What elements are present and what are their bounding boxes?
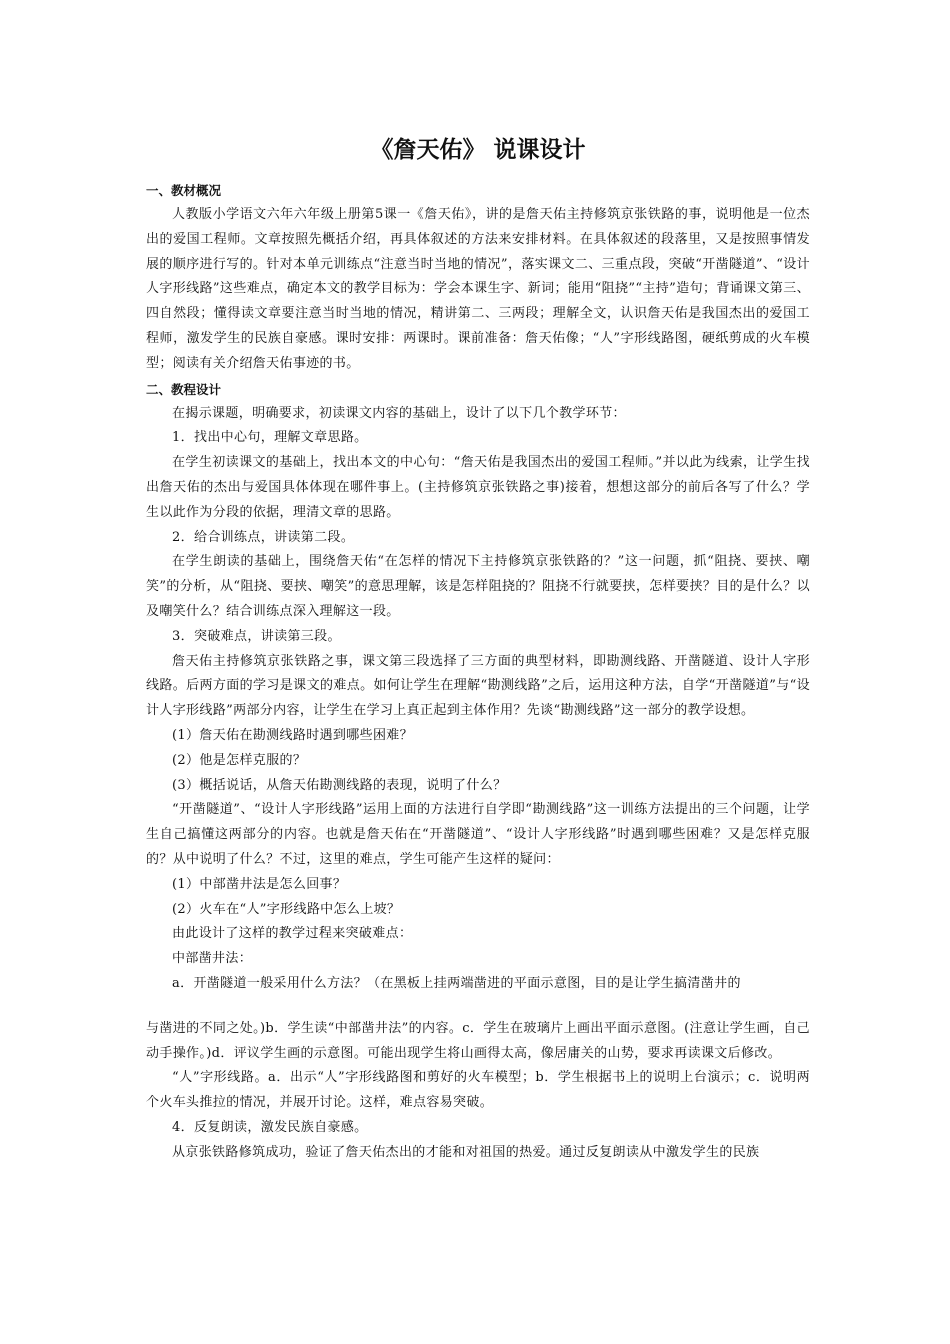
section-heading-overview: 一、教材概况: [146, 183, 222, 198]
difficulty-2: (2）火车在“人”字形线路中怎么上坡？: [172, 901, 401, 917]
document-page: [146, 130, 810, 1165]
question-1: (1）詹天佑在勘测线路时遇到哪些困难？: [172, 727, 413, 743]
step-2-paragraph: 在学生朗读的基础上，围绕詹天佑“在怎样的情况下主持修筑京张铁路的？”这一问题，抓“阻挠、要挟、嘲笑”的分析，从“阻挠、要挟、嘲笑”的意思理解，该是怎样阻挠的？阻挠不行就要挟，怎样要挟？目的是什么？以及嘲笑什么？结合训练点深入理解这一段。: [146, 554, 810, 619]
step-2-title: 2．给合训练点，讲读第二段。: [172, 529, 355, 545]
question-3: (3）概括说话，从詹天佑勘测线路的表现，说明了什么？: [172, 777, 507, 793]
section-heading-design: 二、教程设计: [146, 381, 222, 397]
overview-paragraph: 人教版小学语文六年六年级上册第5课一《詹天佑》，讲的是詹天佑主持修筑京张铁路的事，说明他是一位杰出的爱国工程师。文章按照先概括介绍，再具体叙述的方法来安排材料。在具体叙述的段落里，又是按照事情发展的顺序进行写的。针对本单元训练点“注意当时当地的情况”，落实课文二、三重点段，突破“开凿隧道”、“设计人字形线路”这些难点，确定本文的教学目标为：学会本课生字、新词；能用“阻挠”“主持”造句；背诵课文第三、四自然段；懂得读文章要注意当时当地的情况，精讲第二、三两段；理解全文，认识詹天佑是我国杰出的爱国工程师，激发学生的民族自豪感。课时安排：两课时。课前准备：詹天佑像；“人”字形线路图，硬纸剪成的火车模型；阅读有关介绍詹天佑事迹的书。: [146, 207, 810, 371]
renzi-paragraph: “人”字形线路。a．出示“人”字形线路图和剪好的火车模型；b．学生根据书上的说明上台演示；c．说明两个火车头推拉的情况，并展开讨论。这样，难点容易突破。: [146, 1070, 810, 1111]
step-1-title: 1．找出中心句，理解文章思路。: [172, 430, 368, 446]
process-intro: 由此设计了这样的教学过程来突破难点：: [172, 926, 413, 942]
document-title: 《詹天佑》 说课设计: [370, 137, 586, 163]
method-continuation: 与凿进的不同之处。)b．学生读“中部凿井法”的内容。c．学生在玻璃片上画出平面示意图。(注意让学生画，自己动手操作。)d．评议学生画的示意图。可能出现学生将山画得太高，像居庸关的山势，要求再读课文后修改。: [146, 1020, 810, 1061]
step-4-title: 4．反复朗读，激发民族自豪感。: [172, 1119, 368, 1135]
step-3-paragraph: 詹天佑主持修筑京张铁路之事，课文第三段选择了三方面的典型材料，即勘测线路、开凿隧道、设计人字形线路。后两方面的学习是课文的难点。如何让学生在理解“勘测线路”之后，运用这种方法，自学“开凿隧道”与“设计人字形线路”两部分内容，让学生在学习上真正起到主体作用？先谈“勘测线路”这一部分的教学设想。: [146, 653, 810, 719]
step-1-paragraph: 在学生初读课文的基础上，找出本文的中心句：“詹天佑是我国杰出的爱国工程师。”并以此为线索，让学生找出詹天佑的杰出与爱国具体体现在哪件事上。(主持修筑京张铁路之事)接着，想想这部分的前后各写了什么？学生以此作为分段的依据，理清文章的思路。: [146, 455, 810, 520]
design-intro-paragraph: 在揭示课题，明确要求，初读课文内容的基础上，设计了以下几个教学环节：: [172, 405, 626, 421]
step-3-paragraph-2: “开凿隧道”、“设计人字形线路”运用上面的方法进行自学即“勘测线路”这一训练方法提出的三个问题，让学生自己搞懂这两部分的内容。也就是詹天佑在“开凿隧道”、“设计人字形线路”时遇到哪些困难？又是怎样克服的？从中说明了什么？不过，这里的难点，学生可能产生这样的疑问：: [146, 802, 810, 867]
step-3-title: 3．突破难点，讲读第三段。: [172, 628, 341, 644]
method-step-a: a．开凿隧道一般采用什么方法？（在黑板上挂两端凿进的平面示意图，目的是让学生搞清凿井的: [172, 975, 741, 991]
step-4-paragraph: 从京张铁路修筑成功，验证了詹天佑杰出的才能和对祖国的热爱。通过反复朗读从中激发学生的民族: [172, 1144, 760, 1160]
method-label: 中部凿井法：: [172, 951, 253, 967]
question-2: (2）他是怎样克服的？: [172, 752, 307, 768]
difficulty-1: (1）中部凿井法是怎么回事？: [172, 876, 347, 892]
